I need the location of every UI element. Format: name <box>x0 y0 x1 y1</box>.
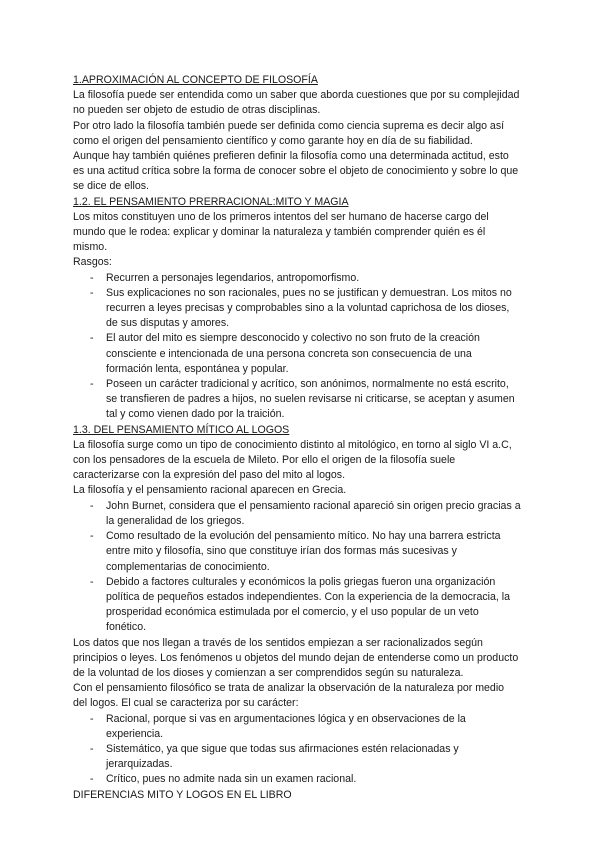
list-item <box>73 499 521 529</box>
bullet-marker: - <box>90 286 94 299</box>
section-3-list <box>73 499 521 636</box>
section-3-list-2 <box>73 712 521 788</box>
section-2-heading: 1.2. EL PENSAMIENTO PRERRACIONAL:MITO Y MAGIA <box>73 195 349 208</box>
section-1-heading: 1.APROXIMACIÓN AL CONCEPTO DE FILOSOFÍA <box>73 74 318 86</box>
differences-heading: DIFERENCIAS MITO Y LOGOS EN EL LIBRO <box>73 788 292 801</box>
bullet-marker: - <box>90 712 94 725</box>
list-item-text: Sus explicaciones no son racionales, pues no se justifican y demuestran. Los mitos no recurren a leyes precisas y comprobables sino a la voluntad caprichosa de los dioses, de sus disputas y amores. <box>106 286 512 330</box>
list-item-text: Recurren a personajes legendarios, antropomorfismo. <box>106 271 360 284</box>
section-3-paragraph-3: Con el pensamiento filosófico se trata de analizar la observación de la naturaleza por medio del logos. El cual se caracteriza por su carácter: <box>73 682 505 710</box>
list-item <box>73 286 521 332</box>
section-1-paragraph-1: La filosofía puede ser entendida como un saber que aborda cuestiones que por su complejidad no pueden ser objeto de estudio de otras disciplinas. <box>73 89 520 117</box>
section-3-paragraph-2: Los datos que nos llegan a través de los sentidos empiezan a ser racionalizados según principios o leyes. Los fenómenos u objetos del mundo dejan de entenderse como un producto de la voluntad de los dioses y comienzan a ser comprendidos según su naturaleza. <box>73 636 519 679</box>
list-item-text: Racional, porque si vas en argumentaciones lógica y en observaciones de la experiencia. <box>106 712 466 740</box>
list-item <box>73 742 521 772</box>
list-item <box>73 772 521 787</box>
list-item-text: Debido a factores culturales y económicos la polis griegas fueron una organización política de pequeños estados independientes. Con la experiencia de la democracia, la prosperidad económica estimulada por el comercio, y el uso popular de un veto fonético. <box>106 575 511 634</box>
bullet-marker: - <box>90 378 94 391</box>
section-3-line-2: La filosofía y el pensamiento racional aparecen en Grecia. <box>73 484 347 497</box>
bullet-marker: - <box>90 499 94 512</box>
list-item-text: Poseen un carácter tradicional y acrítico, son anónimos, normalmente no está escrito, se transfieren de padres a hijos, no suelen revisarse ni criticarse, se aceptan y asumen tal y como vienen dado por la traición. <box>106 378 515 421</box>
list-item-text: Sistemático, ya que sigue que todas sus afirmaciones estén relacionadas y jerarquizadas. <box>106 742 459 771</box>
list-item <box>73 529 521 575</box>
list-item-text: Como resultado de la evolución del pensamiento mítico. No hay una barrera estricta entre mito y filosofía, sino que constituye irían dos formas más sucesivas y complementarias de conocimiento. <box>106 530 501 573</box>
list-item-text: Crítico, pues no admite nada sin un examen racional. <box>106 773 357 786</box>
section-3-heading: 1.3. DEL PENSAMIENTO MÍTICO AL LOGOS <box>73 423 290 436</box>
list-item <box>73 271 521 286</box>
bullet-marker: - <box>90 575 94 588</box>
list-item <box>73 377 521 423</box>
section-3-intro: La filosofía surge como un tipo de conocimiento distinto al mitológico, en torno al siglo VI a.C, con los pensadores de la escuela de Mileto. Por ello el origen de la filosofía suele caracterizarse con la expresión del paso del mito al logos. <box>73 438 512 482</box>
list-item <box>73 331 521 377</box>
section-2-list <box>73 271 521 423</box>
list-item-text: John Burnet, considera que el pensamiento racional apareció sin origen precio gracias a la generalidad de los griegos. <box>106 499 521 527</box>
bullet-marker: - <box>90 332 94 345</box>
bullet-marker: - <box>90 271 94 284</box>
list-item <box>73 712 521 742</box>
bullet-marker: - <box>90 773 94 786</box>
bullet-marker: - <box>90 742 94 755</box>
bullet-marker: - <box>90 530 94 543</box>
list-item <box>73 575 521 636</box>
section-2-label: Rasgos: <box>73 256 112 269</box>
list-item-text: El autor del mito es siempre desconocido y colectivo no son fruto de la creación consciente e intencionada de una persona concreta son consecuencia de una formación lenta, espontánea y popular. <box>106 332 480 375</box>
section-2-intro: Los mitos constituyen uno de los primeros intentos del ser humano de hacerse cargo del mundo que le rodea: explicar y dominar la naturaleza y también comprender quién es él mismo. <box>73 210 489 254</box>
document-body <box>73 73 521 803</box>
section-1-paragraph-3: Aunque hay también quiénes prefieren definir la filosofía como una determinada actitud, esto es una actitud crítica sobre la forma de conocer sobre el objeto de conocimiento y sobre lo que se dice de ellos. <box>73 150 519 193</box>
section-1-paragraph-2: Por otro lado la filosofía también puede ser definida como ciencia suprema es decir algo así como el origen del pensamiento científico y como garante hoy en día de su fiabilidad. <box>73 119 505 147</box>
